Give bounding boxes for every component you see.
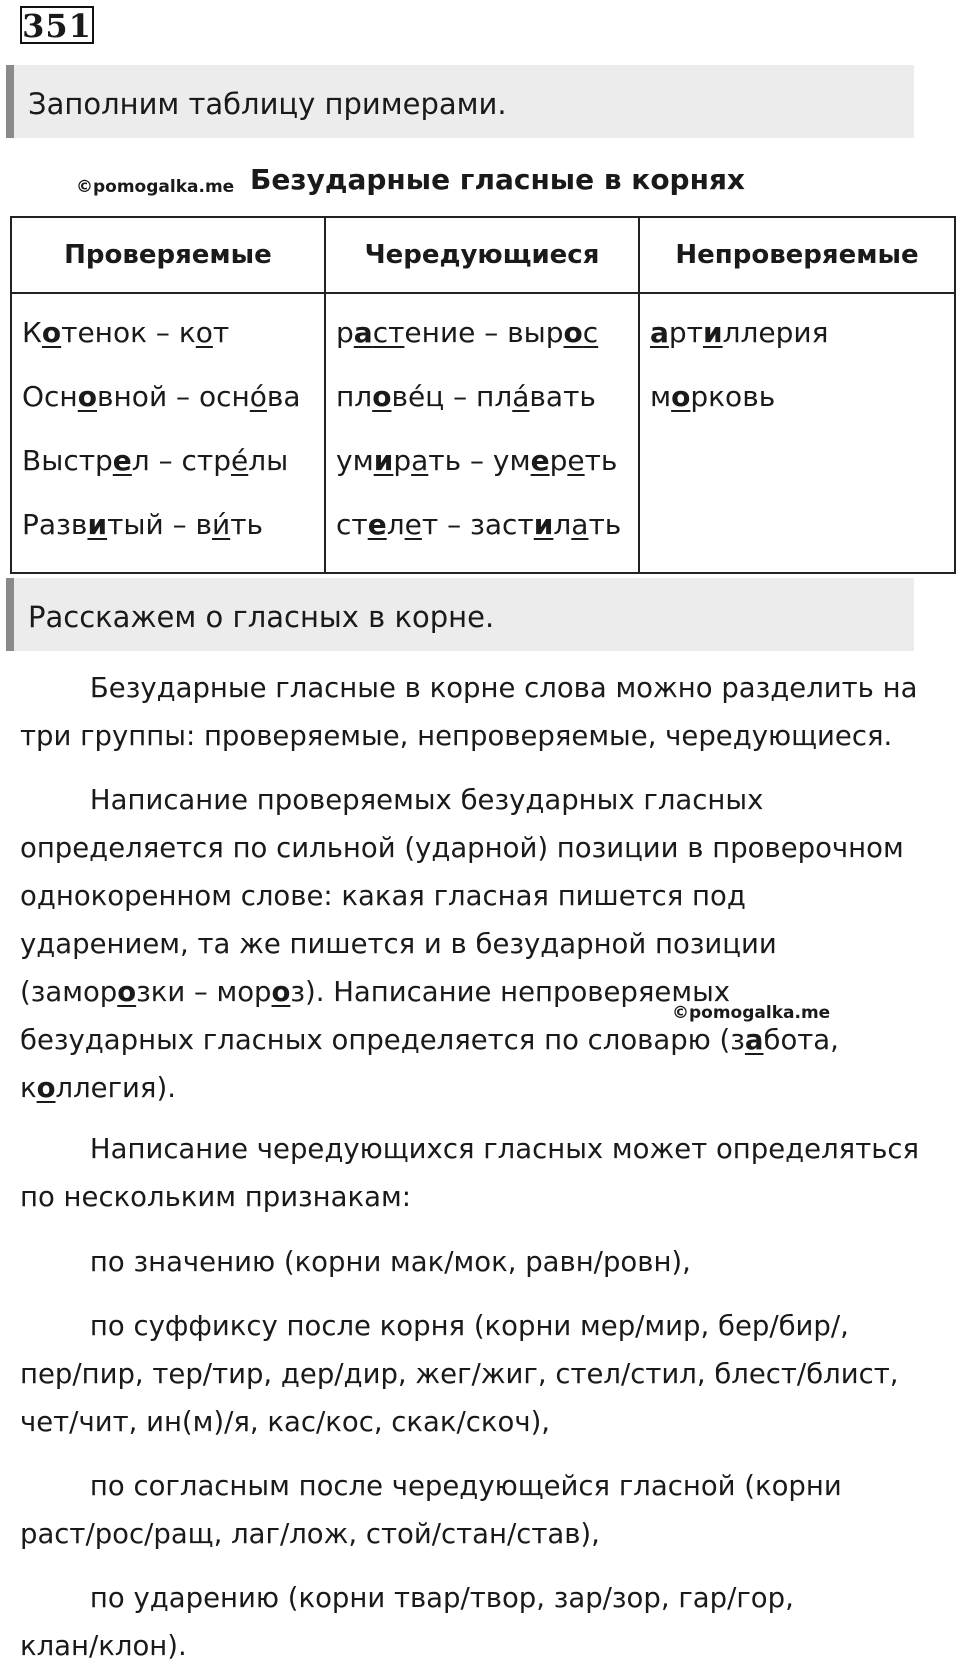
text-line: определяется по сильной (ударной) позиции в проверочном <box>20 832 904 864</box>
text-line: клан/клон). <box>20 1630 187 1662</box>
text-line: по согласным после чередующейся гласной (корни <box>20 1470 842 1502</box>
example-word-pair: Выстрел – стрéлы <box>22 444 289 477</box>
paragraph-groups <box>20 664 940 760</box>
text-line: пер/пир, тер/тир, дер/дир, жег/жиг, стел/стил, блест/блист, <box>20 1358 899 1390</box>
example-word-pair: стелет – застилать <box>336 508 622 541</box>
example-word-pair: умирать – умереть <box>336 444 618 477</box>
text-line: по значению (корни мак/мок, равн/ровн), <box>20 1246 691 1278</box>
paragraph-by-meaning <box>20 1238 940 1286</box>
example-word: морковь <box>650 380 776 413</box>
section-band-explanation <box>6 578 914 651</box>
table-caption: Безударные гласные в корнях <box>250 163 745 196</box>
text-line: по суффиксу после корня (корни мер/мир, бер/бир/, <box>20 1310 849 1342</box>
text-line: по ударению (корни твар/твор, зар/зор, гар/гор, <box>20 1582 794 1614</box>
task-number: 351 <box>20 6 94 44</box>
text-line: (заморозки – мороз). Написание непроверяемых <box>20 976 731 1008</box>
section-band-fill-table <box>6 65 914 138</box>
header-uncheckable: Непроверяемые <box>639 217 955 293</box>
column-alternating <box>325 293 639 573</box>
paragraph-by-stress <box>20 1574 940 1670</box>
header-alternating: Чередующиеся <box>325 217 639 293</box>
watermark: ©pomogalka.me <box>672 1003 831 1023</box>
vowels-table <box>10 216 956 574</box>
section-heading: Заполним таблицу примерами. <box>28 87 507 121</box>
section-heading: Расскажем о гласных в корне. <box>28 600 495 634</box>
text-line: ударением, та же пишется и в безударной позиции <box>20 928 777 960</box>
text-line: коллегия). <box>20 1072 176 1104</box>
text-line: чет/чит, ин(м)/я, кас/кос, скак/скоч), <box>20 1406 551 1438</box>
example-word-pair: пловéц – плáвать <box>336 380 596 413</box>
text-line: Написание чередующихся гласных может определяться <box>20 1133 920 1165</box>
text-line: раст/рос/ращ, лаг/лож, стой/стан/став), <box>20 1518 600 1550</box>
text-line: три группы: проверяемые, непроверяемые, чередующиеся. <box>20 720 893 752</box>
text-line: по нескольким признакам: <box>20 1181 411 1213</box>
paragraph-by-suffix <box>20 1302 940 1446</box>
paragraph-checkable <box>20 776 940 1112</box>
paragraph-by-consonants <box>20 1462 940 1558</box>
example-word: артиллерия <box>650 316 829 349</box>
example-word-pair: растение – вырос <box>336 316 599 349</box>
text-line: Написание проверяемых безударных гласных <box>20 784 764 816</box>
watermark: ©pomogalka.me <box>76 177 235 197</box>
example-word-pair: Развитый – ви́ть <box>22 508 263 541</box>
paragraph-alternating <box>20 1125 940 1221</box>
header-checkable: Проверяемые <box>11 217 325 293</box>
column-checkable <box>11 293 325 573</box>
example-word-pair: Котенок – кот <box>22 316 230 349</box>
text-line: однокоренном слове: какая гласная пишется под <box>20 880 746 912</box>
column-uncheckable <box>639 293 955 573</box>
text-line: Безударные гласные в корне слова можно разделить на <box>20 672 918 704</box>
text-line: безударных гласных определяется по словарю (забота, <box>20 1024 839 1056</box>
example-word-pair: Основной – оснóва <box>22 380 301 413</box>
